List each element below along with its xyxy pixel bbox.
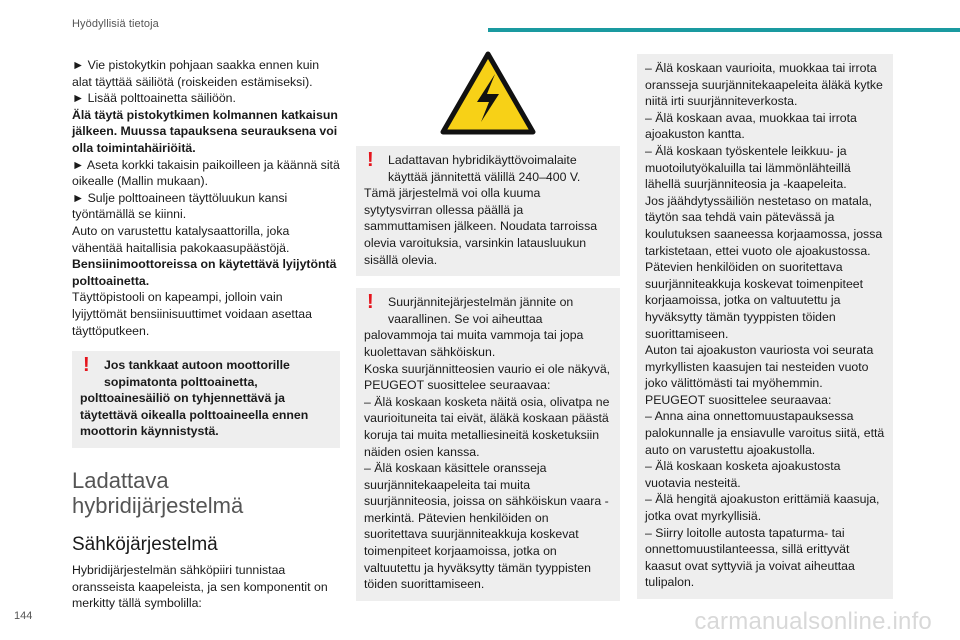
warning-box-fuel: [72, 351, 340, 448]
instruction-4: ► Sulje polttoaineen täyttöluukun kansi työntämällä se kiinni.: [72, 190, 288, 222]
subsection-heading: Sähköjärjestelmä: [72, 534, 218, 556]
warning-body: polttoainesäiliö on tyhjennettävä ja täytettävä oikealla polttoaineella ennen moottorin käynnistystä.: [80, 391, 309, 439]
warning-box-continued: [637, 54, 893, 599]
coolant-note: Jos jäähdytyssäiliön nestetaso on matala, täytön saa tehdä vain pätevässä ja koulutuksen saaneessa korjaamossa, jossa tarkistetaan, ettei vuoto ole ajoakustossa. Pätevien henkilöiden on suoritettava suurjänniteakkuja koskevat toimenpiteet korjaamoissa, jotka on valtuutettu ja hyväksytty tämän tyyppisten töiden suorittamiseen.: [645, 193, 883, 341]
warning-item: – Anna aina onnettomuustapauksessa palokunnalle ja ensiavulle varoitus siitä, että auto on varustettu ajoakustolla.: [645, 409, 885, 457]
running-header: Hyödyllisiä tietoja: [72, 18, 159, 30]
warning-box-high-voltage: [356, 288, 620, 601]
nozzle-note: Täyttöpistooli on kapeampi, jolloin vain lyijyttömät bensiinisuuttimet voidaan asettaa täyttöputkeen.: [72, 290, 312, 338]
warning-icon: !: [83, 354, 90, 377]
instruction-1: ► Vie pistokytkin pohjaan saakka ennen kuin alat täyttää säiliötä (roiskeiden estämiseksi).: [72, 58, 320, 89]
warning-box-voltage: [356, 146, 620, 276]
watermark: carmanualsonline.info: [694, 608, 932, 635]
warning-first-line: Suurjännitejärjestelmän jännite on vaarallinen. Se voi aiheuttaa: [388, 295, 574, 326]
warning-first-line: Jos tankkaat autoon moottorille sopimatonta polttoainetta,: [104, 358, 290, 389]
warning-first-line: Ladattavan hybridikäyttövoimalaite käyttää jännitettä välillä 240–400 V.: [388, 153, 581, 184]
warning-item: – Älä koskaan kosketa ajoakustosta vuotavia nesteitä.: [645, 459, 841, 490]
page-number: 144: [14, 610, 33, 622]
warning-item: – Älä koskaan kosketa näitä osia, olivatpa ne vaurioituneita tai eivät, äläkä koskaan päästä koruja tai muita metalliesineitä kosketuksiin näiden osien kanssa.: [364, 394, 610, 459]
damage-note: Auton tai ajoakuston vauriosta voi seurata myrkyllisten kaasujen tai nesteiden vuoto joko välittömästi tai myöhemmin. PEUGEOT suosittelee seuraavaa:: [645, 343, 874, 407]
warning-recommendation: Koska suurjännitteosien vaurio ei ole näkyvä, PEUGEOT suosittelee seuraavaa:: [364, 361, 611, 393]
warning-item: – Älä koskaan työskentele leikkuu- ja muotoilutyökaluilla tai lämmönlähteillä lähellä suurjänniteosia ja -kaapeleita.: [645, 143, 851, 192]
warning-item: – Älä koskaan avaa, muokkaa tai irrota ajoakuston kantta.: [645, 110, 857, 142]
instruction-3: ► Aseta korkki takaisin paikoilleen ja käännä sitä oikealle (Mallin mukaan).: [72, 157, 340, 189]
warning-item: – Älä koskaan käsittele oransseja suurjännitekaapeleita tai muita suurjänniteosia, joissa on sähköiskun vaara -merkintä. Pätevien henkilöiden on suoritettava suurjänniteakkuja koskevat toimenpiteet korjaamoissa, jotka on valtuutettu ja hyväksytty tämän tyyppisten töiden suorittamiseen.: [364, 461, 609, 592]
high-voltage-icon: [439, 50, 537, 136]
warning-icon: !: [367, 149, 374, 171]
section-heading: Ladattava hybridijärjestelmä: [72, 468, 244, 519]
warning-item: – Älä koskaan vaurioita, muokkaa tai irrota oransseja suurjännitekaapeleita äläkä kytke niitä irti suurjänniteverkosta.: [645, 61, 883, 109]
warning-body: Tämä järjestelmä voi olla kuuma sytytysvirran ollessa päällä ja sammuttamisen jälkeen. Noudata tarroissa olevia varoituksia, varsinkin latausluukun sisällä olevia.: [364, 186, 598, 267]
caution-text: Älä täytä pistokytkimen kolmannen katkaisun jälkeen. Muussa tapauksena seurauksena voi olla toimintahäiriöitä.: [72, 107, 338, 155]
warning-body: palovammoja tai muita vammoja tai jopa kuolettavan sähköiskun.: [364, 328, 584, 359]
warning-item: – Älä hengitä ajoakuston erittämiä kaasuja, jotka ovat myrkyllisiä.: [645, 492, 880, 524]
unleaded-note: Bensiinimoottoreissa on käytettävä lyijytöntä polttoainetta.: [72, 257, 337, 288]
column-left: [72, 57, 340, 612]
symbol-intro: Hybridijärjestelmän sähköpiiri tunnistaa oransseista kaapeleista, ja sen komponentit on merkitty tällä symbolilla:: [72, 563, 328, 611]
column-right: [637, 54, 893, 599]
catalyst-note: Auto on varustettu katalysaattorilla, joka vähentää haitallisia pakokaasupäästöjä.: [72, 223, 290, 255]
header-accent-bar: [488, 28, 960, 32]
warning-icon: !: [367, 291, 374, 314]
column-middle: [356, 50, 620, 601]
warning-item: – Siirry loitolle autosta tapaturma- tai onnettomuustilanteessa, sillä erittyvät kaasut ovat syttyviä ja voivat aiheuttaa tulipalon.: [645, 525, 855, 590]
instruction-2: ► Lisää polttoainetta säiliöön.: [72, 91, 236, 106]
